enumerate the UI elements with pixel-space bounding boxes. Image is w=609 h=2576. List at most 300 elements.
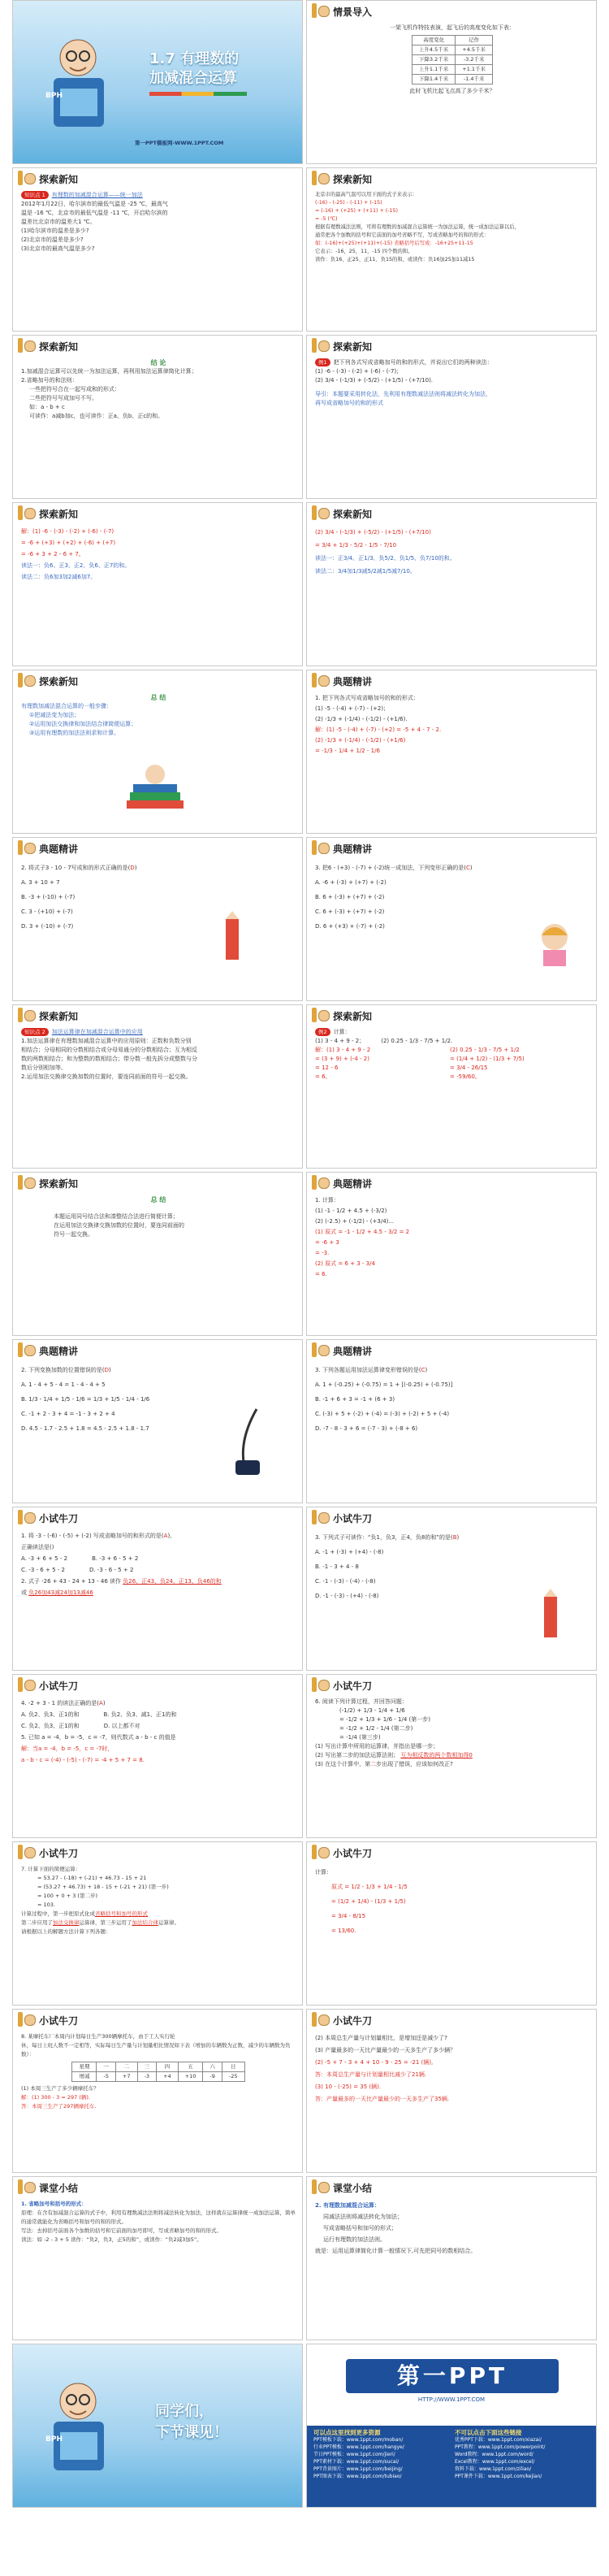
resource-link[interactable]: PPT教程：www.1ppt.com/powerpoint/ <box>455 2444 546 2450</box>
cover-title <box>149 50 239 89</box>
cover-slide[interactable] <box>12 0 303 164</box>
mouse-icon <box>24 173 36 184</box>
solution-line: (2) -5 + 7 - 3 + 4 + 10 - 9 - 25 = -21 (辆), <box>315 2059 434 2066</box>
expression: = -1/2 + 1/3 + 1/6 - 1/4 (第一步) <box>339 1716 430 1723</box>
line: 如：(-16)+(+25)+(+11)+(-15) 省略括号后写成：-16+25+11-15 <box>315 241 473 246</box>
quill-ink-illustration <box>224 1405 273 1478</box>
option: D. -7 - 8 - 3 + 6 = (-7 - 3) + (-8 + 6) <box>315 1425 418 1432</box>
question-end: ) <box>51 1544 54 1550</box>
solution-line: 答：产量最多的一天比产量最少的一天多生产了35辆. <box>315 2096 450 2102</box>
slide-title: 小试牛刀 <box>333 2015 373 2027</box>
books-illustration <box>119 760 192 825</box>
table-cell: 下降1.4千米 <box>412 75 455 85</box>
option: B. 1/3 - 1/4 + 1/5 - 1/6 = 1/3 + 1/5 - 1/4 - 1/6 <box>21 1396 150 1403</box>
paragraph: 数的两数相结合；和为整数的数相结合；带分数一般先拆分成整数与分 <box>21 1056 197 1062</box>
paragraph: 1. 计算： <box>315 1197 339 1203</box>
table-cell: -9 <box>203 2072 222 2082</box>
crayon-illustration <box>534 1589 567 1646</box>
paragraph: 读法：如 -2 - 3 + 5 读作：“负2，负3，正5的和”，或读作：“负2减3加5”。 <box>21 2236 202 2243</box>
mouse-icon <box>318 508 330 519</box>
paragraph: ②运用加法交换律和加法结合律简便运算； <box>29 721 137 727</box>
slide-practice-5[interactable] <box>12 1339 303 1503</box>
knowledge-tag: 知识点 1 <box>21 191 49 199</box>
table-cell: -3 <box>137 2072 157 2082</box>
slide-try-3[interactable] <box>12 1674 303 1838</box>
teacher-illustration <box>45 2377 112 2474</box>
paragraph: 计算： <box>315 1869 332 1876</box>
formula: = -5 (℃) <box>315 216 338 222</box>
slide-try-2[interactable] <box>306 1507 597 1671</box>
example-tag: 例1 <box>315 358 330 366</box>
expression: = 53.27 - (-18) + (-21) + 46.73 - 15 + 21 <box>37 1875 147 1881</box>
paragraph: 运算律。 <box>158 1919 179 1926</box>
formula: = (-16) + (+25) + (+11) + (-15) <box>315 208 398 214</box>
paragraph: 运算律，第三步运用了 <box>79 1919 132 1926</box>
solution-line: (1) 原式 = -1 - 1/2 + 4.5 - 3/2 = 2 <box>315 1229 410 1235</box>
slide-try-8[interactable] <box>306 2009 597 2173</box>
slide-header <box>307 1005 596 1025</box>
solution-line: = 3/4 - 8/15 <box>331 1913 366 1919</box>
brand-url[interactable]: HTTP://WWW.1PPT.COM <box>417 2396 486 2403</box>
question-text: 此时飞机比起飞点高了多少千米？ <box>409 88 495 94</box>
question: 2. 式子 -26 + 43 - 24 + 13 - 46 读作 <box>21 1578 121 1585</box>
paragraph: 7. 计算下面的简便运算： <box>21 1866 81 1872</box>
table-header: 二 <box>115 2062 137 2072</box>
slide-title: 探索新知 <box>39 1011 79 1022</box>
expression: = 100 + 0 + 3 (第二步) <box>37 1893 97 1899</box>
question-end: ) <box>469 865 473 871</box>
table-cell: 增减 <box>72 2072 97 2082</box>
solution-line: 解：(1) -5 - (-4) + (-7) - (+2) = -5 + 4 - 7 - 2. <box>315 726 442 733</box>
solution-line: 解：当a = -4，b = -5，c = -7时， <box>21 1746 114 1752</box>
section-heading: 总 结 <box>150 1196 166 1203</box>
pencil-icon <box>312 3 317 18</box>
solution-line: = 3/4 + 1/3 - 5/2 - 1/5 - 7/10 <box>315 542 397 549</box>
slide-explore-8[interactable] <box>12 1004 303 1169</box>
question: 1. 将 -3 - (-6) - (-5) + (-2) 写成省略加号的和形式的是( <box>21 1533 164 1539</box>
table-cell: -1.4千米 <box>456 75 493 85</box>
table-header: 五 <box>178 2062 203 2072</box>
solution-line: 原式 = 1/2 - 1/3 + 1/4 - 1/5 <box>331 1884 408 1890</box>
question: (1) 本周三生产了多少辆摩托车？ <box>21 2085 99 2092</box>
question-end: ) <box>102 1700 106 1706</box>
reading-line: 读法一：正3/4、正1/3、负5/2、负1/5、负7/10的和。 <box>315 555 456 562</box>
question: 2. 下列变换加数的位置错误的是( <box>21 1367 105 1373</box>
table-cell: -3.2千米 <box>456 55 493 65</box>
mouse-icon <box>318 340 330 352</box>
paragraph: 在运用加法交换律交换加数的位置时，要连同前面的 <box>54 1222 184 1229</box>
resource-link[interactable]: PPT图表下载：www.1ppt.com/tubiao/ <box>313 2474 402 2479</box>
slide-practice-1[interactable] <box>306 670 597 834</box>
solution-line: 答：本周三生产了297辆摩托车. <box>21 2103 97 2110</box>
question: (1)哈尔滨市的温差是多少? <box>21 228 89 234</box>
option: B. 6 + (-3) + (+7) + (-2) <box>315 894 385 900</box>
slide-title: 探索新知 <box>39 1178 79 1190</box>
slide-try-5[interactable] <box>12 1841 303 2006</box>
solution-line: 答：本周总生产量与计划量相比减少了21辆. <box>315 2071 427 2078</box>
mouse-icon <box>318 1847 330 1858</box>
table-cell: +4.5千米 <box>456 46 493 55</box>
slide-title: 探索新知 <box>39 341 79 353</box>
slide-title: 探索新知 <box>39 676 79 687</box>
slide-header <box>13 1842 302 1862</box>
option: A. -6 + (-3) + (+7) + (-2) <box>315 879 387 886</box>
mouse-icon <box>24 1512 36 1524</box>
resource-link[interactable]: PPT课件下载：www.1ppt.com/kejian/ <box>455 2474 542 2479</box>
paragraph: 同减法法则将减法转化为加法； <box>323 2214 403 2220</box>
option: C. -1 + 2 - 3 + 4 = -1 - 3 + 2 + 4 <box>21 1411 115 1417</box>
slide-try-4[interactable] <box>306 1674 597 1838</box>
slide-title: 小试牛刀 <box>39 1680 79 1692</box>
solution-line: 解：(1) 3 - 4 + 9 - 2 <box>315 1047 371 1053</box>
reading-line: 读法二：负6加3加2减6加7。 <box>21 574 97 580</box>
paragraph: 计算过程中，第一步把原式化成 <box>21 1910 95 1917</box>
resource-link[interactable]: PPT背景图片：www.1ppt.com/beijing/ <box>313 2466 403 2472</box>
paragraph: 把下列各式写成省略加号的和的形式，并说出它们的两种读法： <box>333 359 493 366</box>
resource-link[interactable]: 优秀PPT下载：www.1ppt.com/xiazai/ <box>455 2437 542 2443</box>
slide-try-7[interactable] <box>12 2009 303 2173</box>
section-heading: 总 结 <box>150 694 166 701</box>
answer: 负26、正43、负24、正13、负46的和 <box>123 1578 222 1585</box>
slide-summary-2[interactable] <box>306 2176 597 2340</box>
option: C. (-3) + 5 + (-2) + (-4) = (-3) + (-2) + 5 + (-4) <box>315 1411 450 1417</box>
slide-header <box>13 168 302 188</box>
option: C. 负2、负3、正1的和 <box>21 1723 80 1729</box>
slide-title: 课堂小结 <box>39 2183 79 2194</box>
slide-header <box>307 1 596 20</box>
solution-line: (3) 10 - (-25) = 35 (辆). <box>315 2084 382 2090</box>
expression: (1) -5 - (-4) + (-7) - (+2)； <box>315 705 390 712</box>
example-tag: 例2 <box>315 1028 330 1036</box>
answer: C <box>466 865 470 871</box>
paragraph: 计算： <box>333 1029 351 1035</box>
paragraph: ③运用有理数的加法法则求和计算。 <box>29 730 120 736</box>
mouse-icon <box>24 2014 36 2026</box>
guide-note: 导引：本题要采用转化法，先利用有理数减法法则将减法转化为加法， <box>315 391 491 397</box>
slide-header <box>307 1340 596 1360</box>
slide-explore-10[interactable] <box>12 1172 303 1336</box>
table-header: 星期 <box>72 2062 97 2072</box>
option: B. -3 + (-10) + (-7) <box>21 894 76 900</box>
table-row <box>412 75 492 85</box>
paragraph: 1.加法运算律在有理数加减混合运算中的应用原则：正数和负数分别 <box>21 1038 192 1044</box>
table-header: 四 <box>157 2062 179 2072</box>
slide-intro[interactable] <box>306 0 597 164</box>
solution-line: = (1/4 + 1/2) - (1/3 + 7/5) <box>450 1056 525 1062</box>
slide-practice-3[interactable] <box>306 837 597 1001</box>
slide-header <box>307 1842 596 1862</box>
resource-links <box>307 2426 596 2508</box>
answer: 省略括号和加号的形式 <box>95 1910 148 1917</box>
mouse-icon <box>24 843 36 854</box>
question: (2) 本周总生产量与计划量相比，是增加还是减少了? <box>315 2035 447 2041</box>
slide-title: 探索新知 <box>39 174 79 185</box>
mouse-icon <box>24 340 36 352</box>
answer: D <box>104 1367 110 1373</box>
line: 它表示：-16，25，11，-15 四个数的和。 <box>315 249 413 254</box>
question-end: ) <box>456 1534 460 1541</box>
mouse-icon <box>24 2182 36 2193</box>
resource-link[interactable]: Word教程：www.1ppt.com/word/ <box>455 2452 533 2457</box>
pencil-icon <box>312 840 317 855</box>
mouse-icon <box>318 1345 330 1356</box>
height-table <box>412 35 493 85</box>
answer: A <box>99 1700 103 1706</box>
slide-title: 典题精讲 <box>333 1346 373 1357</box>
solution-line: 解：(1) -6 - (-3) - (-2) + (-6) - (-7) <box>21 528 114 535</box>
goodbye-line2: 下节课见！ <box>155 2424 228 2441</box>
paragraph: 1. 把下列各式写成省略加号的和的形式： <box>315 695 419 701</box>
slide-title: 情景导入 <box>333 7 373 18</box>
expression: (1) 3 - 4 + 9 - 2； <box>315 1038 365 1044</box>
mouse-icon <box>318 1010 330 1021</box>
slide-explore-6[interactable] <box>306 502 597 666</box>
end-slide[interactable] <box>12 2344 303 2508</box>
pencil-icon <box>312 673 317 687</box>
mouse-icon <box>24 1010 36 1021</box>
pencil-icon <box>312 1008 317 1022</box>
pencil-icon <box>18 1342 23 1357</box>
solution-line: = -59/60。 <box>450 1073 481 1080</box>
slide-explore-1[interactable] <box>12 167 303 332</box>
solution-line: (2) 3/4 - (-1/3) + (-5/2) - (+1/5) - (+7/10) <box>315 529 431 536</box>
pencil-icon <box>18 673 23 687</box>
teacher-illustration <box>45 33 112 131</box>
solution-line: = -6 + 3 <box>315 1239 339 1246</box>
slide-title: 探索新知 <box>333 174 373 185</box>
pencil-icon <box>18 2012 23 2027</box>
resource-link[interactable]: PPT模板下载：www.1ppt.com/moban/ <box>313 2437 404 2443</box>
resource-link[interactable]: 资料下载：www.1ppt.com/ziliao/ <box>455 2466 532 2472</box>
option: D. 4.5 - 1.7 - 2.5 + 1.8 = 4.5 - 2.5 + 1.8 - 1.7 <box>21 1425 149 1432</box>
paragraph: 原理：在含有加减混合运算的式子中，利用有理数减法法则将减法转化为加法，这样就在运算律统一成加法运算，简单的通常就能化为省略括号和加号的和的形式。 <box>21 2210 296 2225</box>
pencil-icon <box>18 1845 23 1859</box>
mouse-icon <box>318 1177 330 1189</box>
expression: (1) -1 - 1/2 + 4.5 + (-3/2) <box>315 1208 387 1214</box>
book-badge: BPH <box>45 92 63 100</box>
paragraph: 温是 -16 ℃，北京市的最低气温是 -11 ℃，开启哈尔滨的 <box>21 210 168 216</box>
slide-title: 小试牛刀 <box>39 1848 79 1859</box>
goodbye-text <box>155 2401 228 2444</box>
girl-illustration <box>530 919 579 968</box>
slide-header <box>13 2177 302 2197</box>
slide-header <box>13 838 302 857</box>
option: A. -3 + 6 + 5 - 2 <box>21 1555 68 1562</box>
question: 3. 把6 - (+3) - (-7) + (-2)统一成加法，下列变形正确的是( <box>315 865 467 871</box>
solution-line: = 3/4 - 26/15 <box>450 1065 488 1071</box>
table-cell: -5 <box>97 2072 116 2082</box>
paragraph: 可读作：a减b加c，也可读作：正a、负b、正c的和。 <box>29 413 164 419</box>
paragraph: 就是：运用运算律简化计算一般情况下,可先把同号的数相结合。 <box>315 2248 477 2254</box>
question: 步出现了错误，应该如何改正? <box>376 1761 453 1767</box>
resource-link[interactable]: 行业PPT模板：www.1ppt.com/hangye/ <box>313 2444 404 2450</box>
option: D. -3 - 6 - 5 + 2 <box>89 1567 134 1573</box>
links-title: 可以点这里找到更多资源 <box>313 2429 381 2436</box>
answer: 互为相反数的两个数相加得0 <box>400 1752 473 1759</box>
pencil-icon <box>18 1008 23 1022</box>
paragraph: 本题运用同号结合法和凑整结合法进行简便计算； <box>54 1213 179 1220</box>
question: 或 <box>21 1589 27 1596</box>
table-header: 三 <box>137 2062 157 2072</box>
pencil-icon <box>18 840 23 855</box>
slide-explore-5[interactable] <box>12 502 303 666</box>
pencil-icon <box>18 505 23 520</box>
slide-practice-2[interactable] <box>12 837 303 1001</box>
option: A. 3 + 10 + 7 <box>21 879 60 886</box>
slide-practice-4[interactable] <box>306 1172 597 1336</box>
expression: (1) -6 - (-3) - (-2) + (-6) - (-7); <box>315 368 399 375</box>
option: B. -1 + 6 + 3 = -1 + (6 + 3) <box>315 1396 395 1403</box>
mouse-icon <box>318 1512 330 1524</box>
solution-line: (2) 原式 = 6 + 3 - 3/4 <box>315 1260 375 1267</box>
mouse-icon <box>318 2182 330 2193</box>
slide-title: 课堂小结 <box>333 2183 373 2194</box>
table-header: 高度变化 <box>412 36 455 46</box>
option: D. 6 + (+3) + (-7) + (-2) <box>315 923 385 930</box>
question: 3. 下列各题运用加法运算律变形错误的是( <box>315 1367 421 1373</box>
answer: B <box>452 1534 457 1541</box>
paragraph: 休，每日上班人数不一定相等，实际每日生产量与计划量相比情况如下表（增加的车辆数为正数，减少的车辆数为负数）： <box>21 2042 291 2058</box>
question: (3) 产量最多的一天比产量最少的一天多生产了多少辆？ <box>315 2047 456 2053</box>
slide-header <box>307 336 596 355</box>
intro-text: 一架飞机作特技表演，起飞后的高度变化如下表： <box>390 24 515 31</box>
paragraph: 写法：去掉括号前面各个加数的括号和它前面的加号即可，写成省略加号的和的形式。 <box>21 2227 222 2234</box>
option: D. 以上都不对 <box>103 1723 140 1729</box>
question: 5. 已知 a = -4，b = -5，c = -7，则代数式 a - b - c 的值是 <box>21 1734 176 1741</box>
slide-header <box>307 2010 596 2029</box>
question: (2)北京市的温差是多少? <box>21 236 84 243</box>
option: C. 3 - (+10) + (-7) <box>21 909 73 915</box>
paragraph: 如：a - b + c <box>29 404 65 410</box>
question: 3. 下列式子可读作：“负1，负3，正4，负8的和”的是( <box>315 1534 453 1541</box>
option: D. 3 + (-10) + (-7) <box>21 923 74 930</box>
slide-explore-3[interactable] <box>12 335 303 499</box>
question-end: ), <box>167 1533 172 1539</box>
goodbye-line1: 同学们， <box>155 2403 214 2420</box>
paragraph: 2.省略加号的和法则： <box>21 377 78 384</box>
pencil-icon <box>18 1677 23 1692</box>
option: C. -1 - (-3) - (-4) - (-8) <box>315 1578 376 1585</box>
paragraph: 温差比北京市的温差大1 ℃。 <box>21 219 96 225</box>
option: B. -3 + 6 - 5 + 2 <box>92 1555 139 1562</box>
solution-line: = 6. <box>315 1271 327 1277</box>
expression: (-1/2) + 1/3 - 1/4 + 1/6 <box>339 1707 405 1714</box>
resource-link[interactable]: Excel教程：www.1ppt.com/excel/ <box>455 2459 535 2465</box>
pencil-icon <box>18 1175 23 1190</box>
summary-heading: 2. 有理数加减混合运算： <box>315 2202 380 2209</box>
pencil-icon <box>312 1510 317 1524</box>
solution-line: = (3 + 9) + (-4 - 2) <box>315 1056 369 1062</box>
crayon-illustration <box>216 911 248 968</box>
knowledge-tag: 知识点 2 <box>21 1028 49 1036</box>
slide-header <box>307 168 596 188</box>
question-end: ) <box>425 1367 428 1373</box>
slide-title: 典题精讲 <box>39 843 79 855</box>
resource-link[interactable]: 节日PPT模板：www.1ppt.com/jieri/ <box>313 2452 395 2457</box>
expression: = (53.27 + 46.73) + 18 - 15 + (-21 + 21) (第一步) <box>37 1884 169 1890</box>
expression: (2) -1/3 + (-1/4) - (-1/2) - (+1/6). <box>315 716 408 722</box>
slide-try-1[interactable] <box>12 1507 303 1671</box>
table-cell: 上升4.5千米 <box>412 46 455 55</box>
option: A. -1 + (-3) + (+4) - (-8) <box>315 1549 384 1555</box>
option: C. -3 - 6 + 5 - 2 <box>21 1567 65 1573</box>
slide-header <box>13 1005 302 1025</box>
slide-try-6[interactable] <box>306 1841 597 2006</box>
slide-summary-1[interactable] <box>12 2176 303 2340</box>
slide-explore-7[interactable] <box>12 670 303 834</box>
slide-header <box>307 2177 596 2197</box>
slide-title: 探索新知 <box>39 509 79 520</box>
paragraph: 第二步应用了 <box>21 1919 53 1926</box>
answer: 加法交换律 <box>53 1919 80 1926</box>
reading-line: 读法一：负6、正3、正2、负6、正7的和。 <box>21 562 131 569</box>
cover-title-line1: 1.7 有理数的 <box>149 50 240 67</box>
slide-title: 小试牛刀 <box>333 1513 373 1524</box>
slide-header <box>307 503 596 523</box>
pencil-icon <box>312 1175 317 1190</box>
mouse-icon <box>24 1177 36 1189</box>
paragraph: 二些把符号写成加号不写。 <box>29 395 97 401</box>
line: 通常把各个加数的括号和它前面的加号省略不写，写成省略加号的和的形式： <box>315 232 490 238</box>
solution-line: = 12 - 6 <box>315 1065 339 1071</box>
slide-practice-6[interactable] <box>306 1339 597 1503</box>
slide-explore-9[interactable] <box>306 1004 597 1169</box>
slide-header <box>13 1507 302 1527</box>
table-header: 六 <box>203 2062 222 2072</box>
summary-heading: 1. 省略加号和括号的形式： <box>21 2201 87 2207</box>
paragraph: 运行有理数的加法法则。 <box>323 2236 386 2243</box>
mouse-icon <box>318 843 330 854</box>
option: A. 负2、负3、正1的和 <box>21 1711 80 1718</box>
solution-line: = -1/3 - 1/4 + 1/2 - 1/6 <box>315 748 380 754</box>
color-bar <box>149 92 247 96</box>
mouse-icon <box>318 6 330 17</box>
resource-link[interactable]: PPT素材下载：www.1ppt.com/sucai/ <box>313 2459 400 2465</box>
answer: C <box>421 1367 425 1373</box>
slide-explore-4[interactable] <box>306 335 597 499</box>
paragraph: 数后分别相加等。 <box>21 1065 67 1071</box>
expression: (2) 0.25 - 1/3 - 7/5 + 1/2. <box>381 1038 453 1044</box>
site-footer: 第一PPT模板网-WWW.1PPT.COM <box>135 140 224 146</box>
slide-header <box>13 1675 302 1694</box>
pencil-icon <box>312 1677 317 1692</box>
slide-title: 小试牛刀 <box>333 1680 373 1692</box>
solution-line: = -6 + 3 + 2 - 6 + 7。 <box>21 551 84 557</box>
solution-line: = -3. <box>315 1250 330 1256</box>
question-end: ) <box>134 865 137 871</box>
slide-header <box>307 1173 596 1192</box>
reading-line: 读法二：3/4加1/3减5/2减1/5减7/10。 <box>315 568 416 575</box>
line: 读作：负16、正25、正11、负15的和，或读作：负16加25加11减15 <box>315 257 475 262</box>
mouse-icon <box>318 1680 330 1691</box>
pencil-icon <box>312 2012 317 2027</box>
slide-title: 典题精讲 <box>39 1346 79 1357</box>
mouse-icon <box>24 1847 36 1858</box>
brand-slide[interactable] <box>306 2344 597 2508</box>
slide-explore-2[interactable] <box>306 167 597 332</box>
answer: 负26加43减24加13减46 <box>28 1589 93 1596</box>
slide-header <box>13 670 302 690</box>
paragraph: ①把减法变为加法； <box>29 712 80 718</box>
paragraph: 2.运用加法交换律交换加数的位置时，要连同前面的符号一起交换。 <box>21 1073 192 1080</box>
solution-line: = (1/2 + 1/4) - (1/3 + 1/5) <box>331 1898 406 1905</box>
slide-header <box>307 1507 596 1527</box>
brand-logo[interactable]: 第一PPT <box>346 2359 559 2393</box>
links-title: 不可以点击下面这些链接 <box>455 2429 522 2436</box>
paragraph: 请根据以上的解题方法计算下列各题： <box>21 1928 111 1935</box>
question: (3)北京市的最高气温是多少? <box>21 245 95 252</box>
book-badge: BPH <box>45 2435 63 2444</box>
